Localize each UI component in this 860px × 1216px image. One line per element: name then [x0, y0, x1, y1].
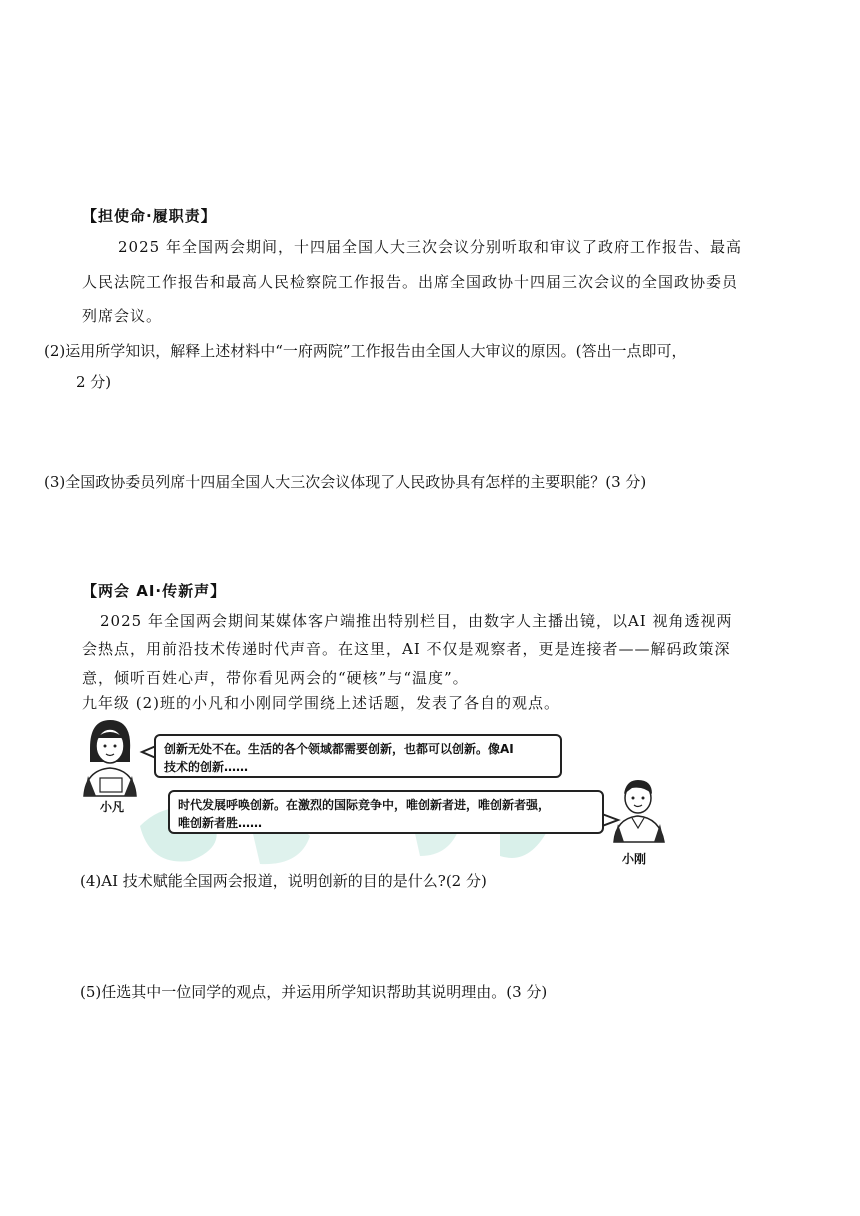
paragraph-line: 2025 年全国两会期间，十四届全国人大三次会议分别听取和审议了政府工作报告、最高 — [118, 238, 742, 256]
caption-xiaogang: 小刚 — [622, 852, 647, 866]
bubble-text: 技术的创新…… — [164, 760, 249, 774]
question-5: (5)任选其中一位同学的观点，并运用所学知识帮助其说明理由。(3 分) — [80, 983, 548, 1001]
speech-bubble-xiaogang — [168, 790, 604, 834]
section-heading-ai: 【两会 AI·传新声】 — [82, 582, 227, 600]
bubble-text: 时代发展呼唤创新。在激烈的国际竞争中，唯创新者进，唯创新者强， — [178, 798, 551, 812]
paragraph-line: 人民法院工作报告和最高人民检察院工作报告。出席全国政协十四届三次会议的全国政协委员 — [82, 273, 739, 291]
paragraph-line: 2025 年全国两会期间某媒体客户端推出特别栏目，由数字人主播出镜，以AI 视角透视两 — [100, 612, 733, 630]
girl-avatar-icon — [84, 720, 136, 796]
paragraph-line: 意，倾听百姓心声，带你看见两会的“硬核”与“温度”。 — [82, 669, 469, 687]
question-2: (2)运用所学知识，解释上述材料中“一府两院”工作报告由全国人大审议的原因。(答出一点即可， — [44, 342, 687, 360]
speech-bubble-xiaofan — [154, 734, 562, 778]
section-heading-responsibility: 【担使命·履职责】 — [82, 207, 217, 225]
bubble-text: 创新无处不在。生活的各个领域都需要创新，也都可以创新。像AI — [164, 742, 514, 756]
caption-xiaofan: 小凡 — [100, 800, 125, 814]
boy-avatar-icon — [614, 780, 664, 842]
question-4: (4)AI 技术赋能全国两会报道，说明创新的目的是什么?(2 分) — [80, 872, 487, 890]
bubble-text: 唯创新者胜…… — [178, 816, 263, 830]
dialogue-illustration — [80, 716, 680, 868]
question-2-score: 2 分) — [76, 373, 112, 391]
paragraph-line: 会热点，用前沿技术传递时代声音。在这里，AI 不仅是观察者，更是连接者——解码政策深 — [82, 640, 731, 658]
intro-line: 九年级 (2)班的小凡和小刚同学围绕上述话题，发表了各自的观点。 — [82, 694, 561, 712]
paragraph-line: 列席会议。 — [82, 307, 163, 325]
question-3: (3)全国政协委员列席十四届全国人大三次会议体现了人民政协具有怎样的主要职能？(3 分) — [44, 473, 647, 491]
